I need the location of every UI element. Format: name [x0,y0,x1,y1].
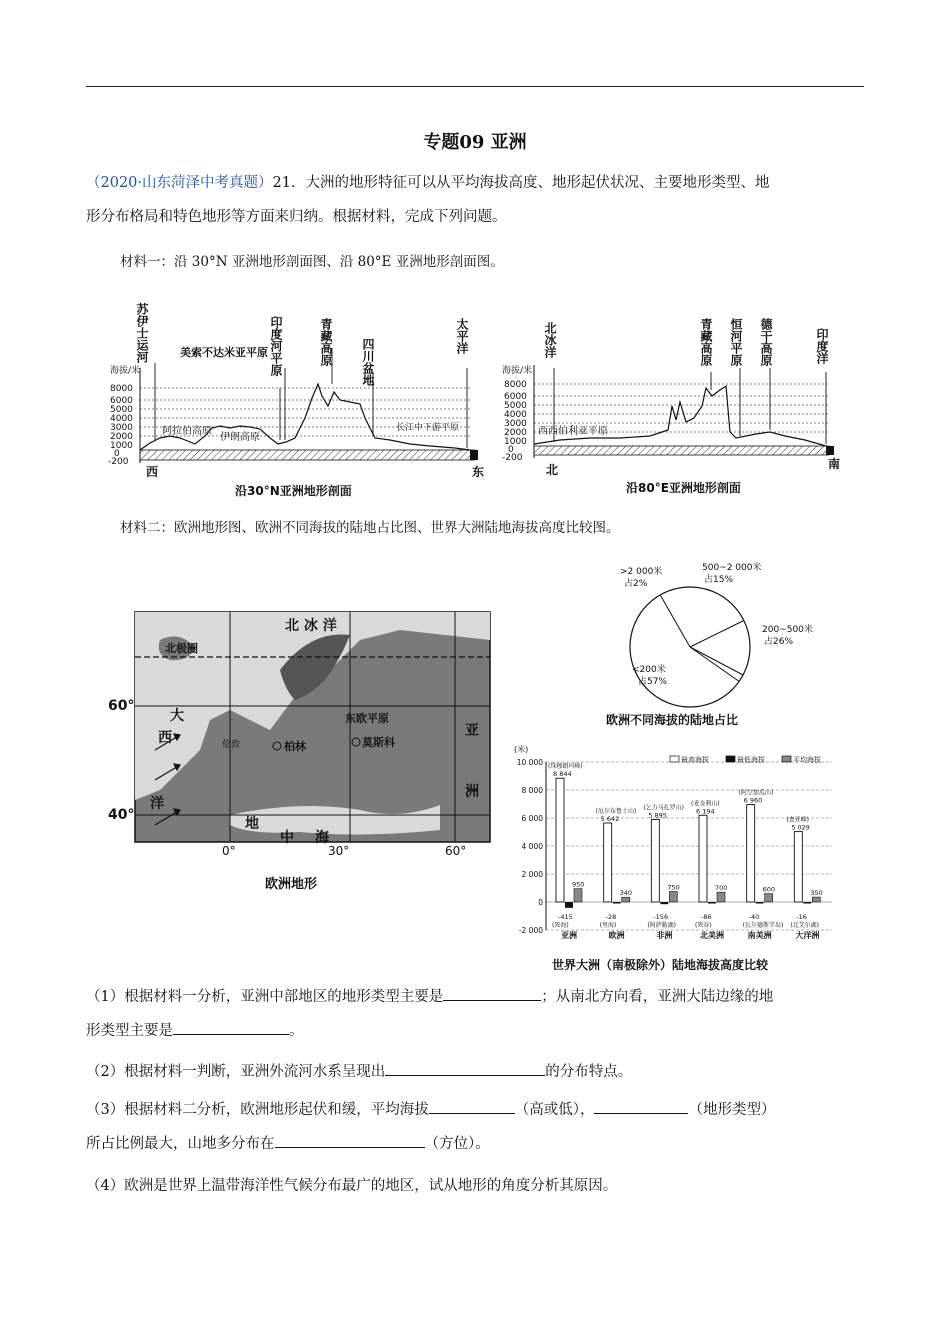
profile2-label-tibet: 青藏高原 [699,318,713,366]
bar-avg-label: 340 [619,889,633,898]
profile2-label-arctic: 北冰洋 [543,322,557,358]
bar-avg [812,897,820,902]
profile2-sea-level-band [534,446,829,455]
europe-label-atlantic-2: 西 [158,730,172,746]
bar-high [794,832,802,902]
europe-label-lat60: 60° [108,698,135,714]
profile1-sea-level-band [140,450,475,460]
profile2-ytick: 4000 [504,410,527,420]
bar-y-tick: -2 000 [518,926,543,935]
profile2-label-siberia: 西西伯利亚平原 [538,426,608,437]
europe-label-med-1: 地 [245,816,259,832]
profile1-terrain-line [140,384,470,450]
question-source: （2020·山东菏泽中考真题） [86,175,273,191]
bar-low-label: -16 [796,913,807,921]
bar-low-label: -40 [748,913,760,921]
bar-y-tick: 8 000 [521,786,543,795]
profile1-ytick: 2000 [110,432,133,442]
profile1-label-iran: 伊朗高原 [220,432,260,443]
bar-high-label: 5 642 [600,815,620,824]
profile1-ytick: 5000 [110,405,133,415]
q1-text-b: ；从南北方向看，亚洲大陆边缘的地 [541,989,774,1005]
profile-30n-figure [100,288,500,503]
bar-avg [622,897,630,902]
europe-label-lon30: 30° [328,844,350,858]
bar-low [803,902,811,904]
bar-low [565,902,573,908]
bar-low-place: (北艾尔湖) [790,922,820,929]
q1-text-d: 。 [289,1023,304,1039]
bar-low [613,902,621,904]
europe-label-arctic-circle: 北极圈 [165,642,198,655]
bar-y-tick: 6 000 [521,814,543,823]
profile2-ytick: 6000 [504,392,527,402]
bar-high [747,805,755,902]
question-intro [86,166,866,234]
europe-label-asia-1: 亚 [465,723,479,739]
bar-legend-label: 平均海拔 [793,756,821,764]
bar-high-label: 5 895 [648,811,667,820]
europe-map-caption: 欧洲地形 [265,877,318,892]
europe-label-east-plain: 东欧平原 [345,712,389,725]
profile1-label-india: 印度河平原 [269,316,283,376]
bar-legend-swatch [782,756,791,762]
q1-blank-2[interactable] [173,1020,289,1035]
profile2-north: 北 [546,463,559,477]
bar-high-place: (珠穆朗玛峰) [548,763,583,771]
profile2-ytick: 3000 [504,419,527,429]
profile2-ytick: 8000 [504,380,527,390]
bar-category-label: 北美洲 [700,931,724,940]
bar-low [756,902,764,904]
profile2-ytick: 0 [508,445,514,455]
profile-80e-figure [500,310,850,505]
bar-avg [574,889,582,902]
bar-avg-label: 700 [715,884,728,893]
bar-high-place: (阿空加瓜山) [738,789,774,797]
bar-high-label: 6 194 [696,807,715,816]
profile2-caption: 沿80°E亚洲地形剖面 [626,481,741,495]
bar-low-label: -156 [653,913,669,921]
bar-low-place: (里海) [599,922,617,929]
europe-label-berlin: 柏林 [284,740,306,753]
bar-avg-label: 750 [667,883,680,892]
intro-line-1: 21．大洲的地形特征可以从平均海拔高度、地形起伏状况、主要地形类型、地 [272,175,770,191]
question-4: （4）欧洲是世界上温带海洋性气候分布最广的地区，试从地形的角度分析其原因。 [86,1178,618,1194]
pie-chart-figure [600,552,820,730]
europe-label-med-2: 中 [280,830,294,846]
bar-low [660,902,668,904]
intro-line-2: 形分布格局和特色地形等方面来归纳。根据材料，完成下列问题。 [86,209,507,225]
bar-low-place: (瓦尔德斯半岛) [742,922,784,929]
europe-label-london: 伦敦 [222,740,241,750]
bar-high-place: (麦金利山) [691,800,720,808]
bar-high-place: (厄尔布鲁士山) [595,808,637,816]
profile2-ytick: 2000 [504,428,527,438]
q2-blank[interactable] [385,1061,545,1076]
profile1-ytick: 6000 [110,396,133,406]
material-2-label: 材料二：欧洲地形图、欧洲不同海拔的陆地占比图、世界大洲陆地海拔高度比较图。 [120,520,620,536]
bar-legend-swatch [670,756,679,762]
bar-low-label: -28 [605,913,617,921]
bar-category-label: 亚洲 [561,931,577,940]
bar-category-label: 南美洲 [747,931,772,940]
bar-high-place: (查亚峰) [786,816,810,824]
bar-avg-label: 950 [572,880,585,889]
q2-text-b: 的分布特点。 [545,1064,633,1080]
bar-category-label: 欧洲 [608,931,625,940]
bar-high-place: (乞力马扎罗山) [643,804,685,812]
europe-label-lat40: 40° [108,807,135,823]
profile1-label-arabia: 阿拉伯高原 [162,426,212,437]
page-title: 专题09 亚洲 [423,132,527,153]
bar-avg [669,892,677,903]
pie-label-gt2000: >2 000米 [620,567,663,577]
pie-pct-500-2000: 占15% [704,575,734,585]
europe-map-figure [100,600,500,940]
question-3 [86,1093,866,1161]
profile1-ytick: 3000 [110,423,133,433]
profile1-ylabel: 海拔/米 [110,366,141,376]
bar-high [651,819,659,902]
profile2-south: 南 [828,457,841,471]
europe-label-med-3: 海 [315,830,329,846]
profile1-label-pacific: 太平洋 [455,318,469,354]
europe-label-atlantic-1: 大 [170,708,184,724]
europe-label-arctic-ocean: 北 冰 洋 [285,618,337,634]
europe-label-lon0: 0° [222,844,236,858]
bar-chart-title: 世界大洲（南极除外）陆地海拔高度比较 [552,958,769,972]
question-2 [86,1055,866,1089]
profile1-ytick: 0 [114,449,120,459]
pie-pct-gt2000: 占2% [624,579,648,589]
q1-text-a: （1）根据材料一分析，亚洲中部地区的地形类型主要是 [86,989,444,1005]
bar-high [604,823,612,902]
europe-label-asia-2: 洲 [465,784,479,800]
q2-text-a: （2）根据材料一判断，亚洲外流河水系呈现出 [86,1064,386,1080]
profile1-label-tibet: 青藏高原 [319,318,333,366]
material-1-label: 材料一：沿 30°N 亚洲地形剖面图、沿 80°E 亚洲地形剖面图。 [120,254,504,270]
q3-text-c: （地形类型） [688,1102,776,1118]
profile2-label-ganges: 恒河平原 [729,318,743,366]
bar-low-place: (死谷) [695,922,712,929]
profile2-ytick: -200 [502,453,523,463]
q3-text-a: （3）根据材料二分析，欧洲地形起伏和缓，平均海拔 [86,1102,429,1118]
bar-low-place: (死海) [552,922,569,929]
bar-low-place: (阿萨勒湖) [647,922,677,929]
pie-label-lt200: <200米 [632,665,666,675]
profile1-ytick: 8000 [110,384,133,394]
q1-text-c: 形类型主要是 [86,1023,173,1039]
europe-label-atlantic-3: 洋 [150,796,164,812]
q3-text-b: （高或低）， [514,1102,595,1118]
europe-label-moscow: 莫斯科 [362,736,395,749]
profile1-label-suez: 苏伊士运河 [135,303,149,363]
pie-pct-lt200: 占57% [638,677,668,687]
q3-blank-1[interactable] [429,1099,515,1114]
profile1-label-yangtze: 长江中下游平原 [396,423,460,433]
bar-y-tick: 0 [538,898,543,907]
bar-chart-figure [510,742,840,974]
profile2-terrain-line [534,386,826,446]
profile1-ytick: -200 [108,457,129,467]
bar-legend-label: 最低海拔 [737,756,765,764]
bar-avg [765,894,773,902]
bar-low-label: -415 [558,913,573,921]
q3-text-e: （方位）。 [424,1136,490,1152]
profile1-label-meso: 美索不达米亚平原 [180,346,268,359]
profile2-ytick: 5000 [504,401,527,411]
bar-y-label: (米) [514,745,529,754]
pie-label-500-2000: 500~2 000米 [702,563,762,573]
profile1-west: 西 [146,465,159,479]
profile2-label-indian: 印度洋 [815,328,829,364]
bar-high-label: 8 844 [553,770,572,779]
q3-blank-3[interactable] [275,1133,425,1148]
profile2-label-deccan: 德干高原 [759,318,773,366]
bar-avg-label: 600 [762,885,776,894]
header-rule [86,86,864,87]
bar-high [556,778,564,902]
bar-avg [717,892,725,902]
q1-blank-1[interactable] [443,986,541,1001]
pie-caption: 欧洲不同海拔的陆地占比 [606,713,739,727]
q3-blank-2[interactable] [594,1099,688,1114]
profile1-label-sichuan: 四川盆地 [361,338,375,386]
pie-label-200-500: 200~500米 [762,625,813,635]
pie-pct-200-500: 占26% [764,637,794,647]
profile1-caption: 沿30°N亚洲地形剖面 [235,484,352,498]
profile1-east: 东 [472,465,485,479]
bar-y-tick: 4 000 [521,842,543,851]
europe-label-lon60: 60° [445,844,467,858]
profile1-ytick: 4000 [110,414,133,424]
bar-high-label: 6 960 [743,796,763,805]
profile2-ytick: 1000 [504,437,527,447]
bar-legend-label: 最高海拔 [681,756,709,764]
bar-avg-label: 350 [810,889,823,898]
profile2-ylabel: 海拔/米 [502,366,533,376]
q3-text-d: 所占比例最大，山地多分布在 [86,1136,275,1152]
bar-low-label: -86 [701,913,712,921]
bar-category-label: 大洋洲 [795,931,820,940]
profile1-ytick: 1000 [110,441,133,451]
question-1 [86,980,866,1048]
bar-high [699,815,707,902]
bar-category-label: 非洲 [656,931,673,940]
bar-high-label: 5 029 [791,823,810,832]
bar-low [708,902,716,904]
bar-legend-swatch [726,756,735,762]
bar-y-tick: 10 000 [516,758,543,767]
bar-y-tick: 2 000 [521,870,543,879]
